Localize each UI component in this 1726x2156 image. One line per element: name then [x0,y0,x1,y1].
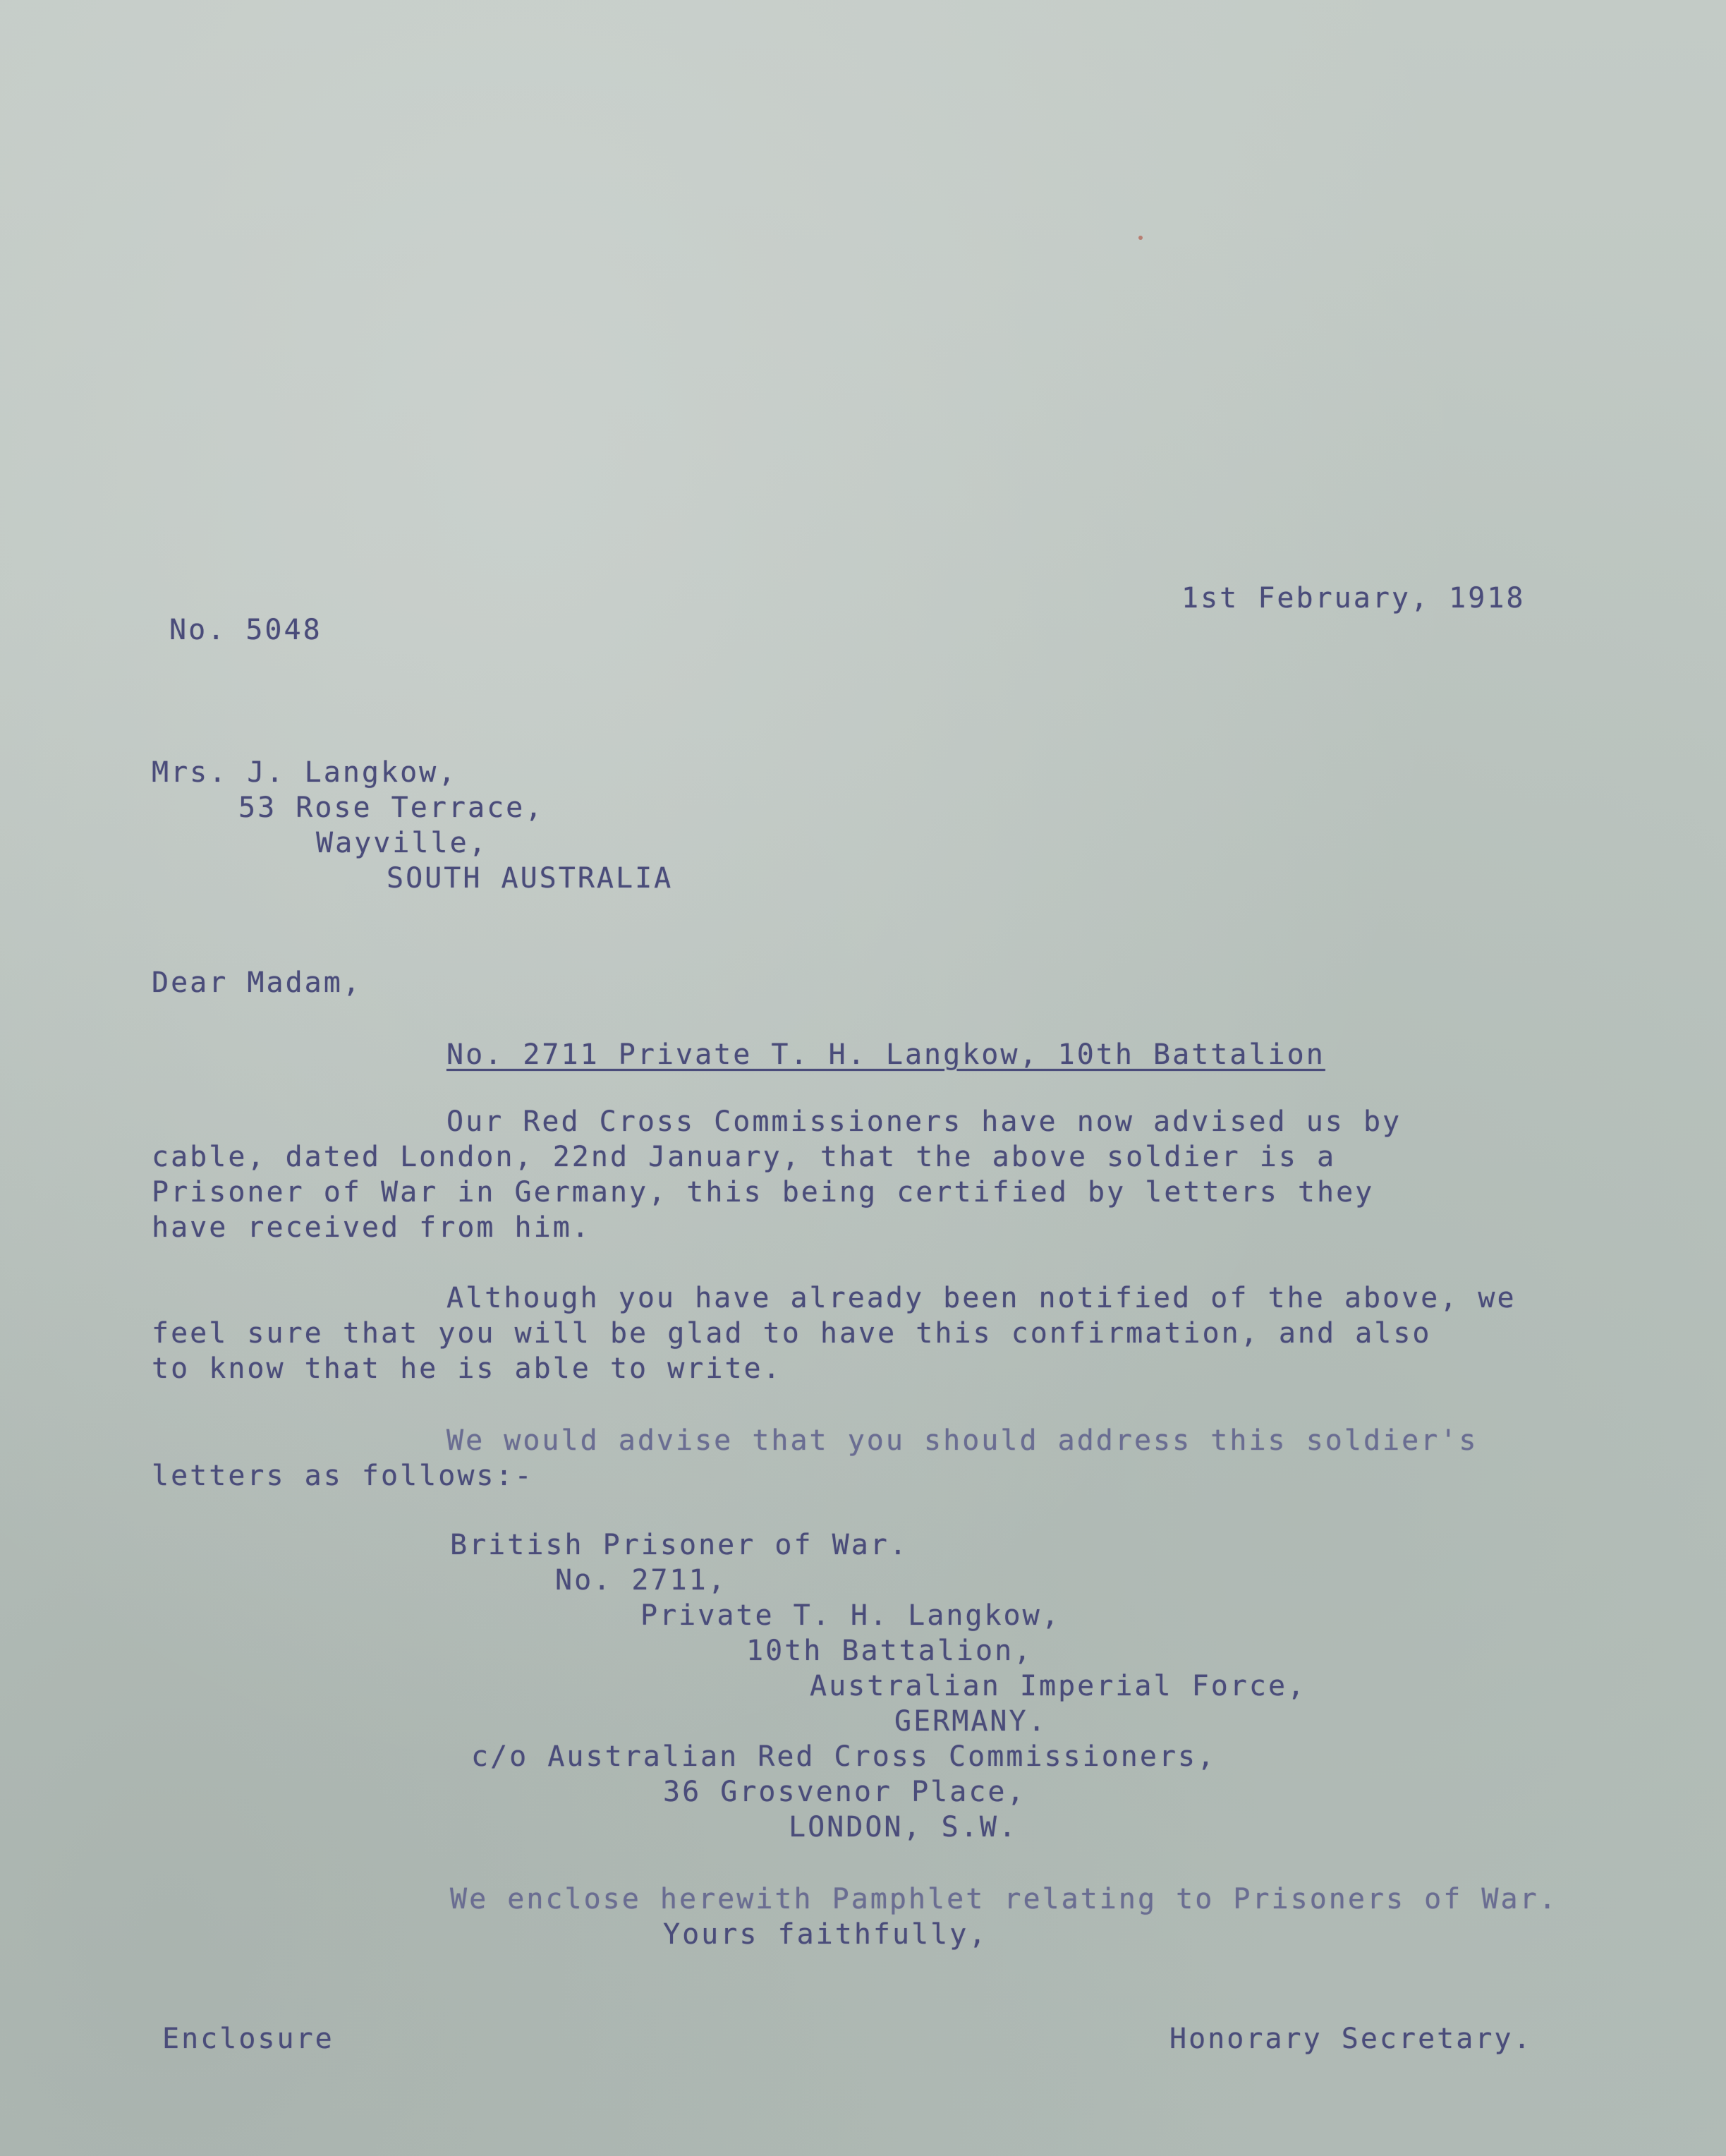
recipient-line-3: Wayville, [316,827,488,859]
address-line-4: 10th Battalion, [746,1635,1033,1667]
enclosure-label: Enclosure [162,2023,334,2055]
paragraph1-line-2: cable, dated London, 22nd January, that the above soldier is a [152,1141,1337,1173]
paragraph3-line-1: We would advise that you should address this soldier's [446,1424,1478,1457]
address-line-7: c/o Australian Red Cross Commissioners, [471,1740,1217,1773]
paragraph2-line-1: Although you have already been notified of the above, we [446,1282,1517,1314]
paragraph1-line-4: have received from him. [152,1211,591,1244]
address-line-1: British Prisoner of War. [450,1529,908,1561]
enclosure-note: We enclose herewith Pamphlet relating to Prisoners of War. [450,1883,1558,1915]
address-line-5: Australian Imperial Force, [810,1670,1307,1702]
address-line-3: Private T. H. Langkow, [640,1599,1061,1632]
paragraph3-line-2: letters as follows:- [152,1460,534,1492]
paragraph2-line-2: feel sure that you will be glad to have this confirmation, and also [152,1317,1432,1350]
paragraph1-line-1: Our Red Cross Commissioners have now advised us by [446,1106,1402,1138]
address-line-9: LONDON, S.W. [789,1811,1018,1843]
recipient-line-4: SOUTH AUSTRALIA [387,862,674,895]
subject-line: No. 2711 Private T. H. Langkow, 10th Battalion [446,1038,1325,1071]
recipient-line-1: Mrs. J. Langkow, [152,756,458,789]
signature-title: Honorary Secretary. [1169,2023,1533,2055]
paragraph2-line-3: to know that he is able to write. [152,1352,782,1385]
reference-number: No. 5048 [169,614,322,646]
address-line-6: GERMANY. [894,1705,1047,1738]
recipient-line-2: 53 Rose Terrace, [238,792,545,824]
paragraph1-line-3: Prisoner of War in Germany, this being certified by letters they [152,1176,1375,1209]
letter-date: 1st February, 1918 [1181,582,1526,614]
closing: Yours faithfully, [663,1918,988,1951]
ink-spot [1138,236,1143,240]
address-line-8: 36 Grosvenor Place, [663,1776,1026,1808]
address-line-2: No. 2711, [555,1564,727,1597]
salutation: Dear Madam, [152,967,362,999]
